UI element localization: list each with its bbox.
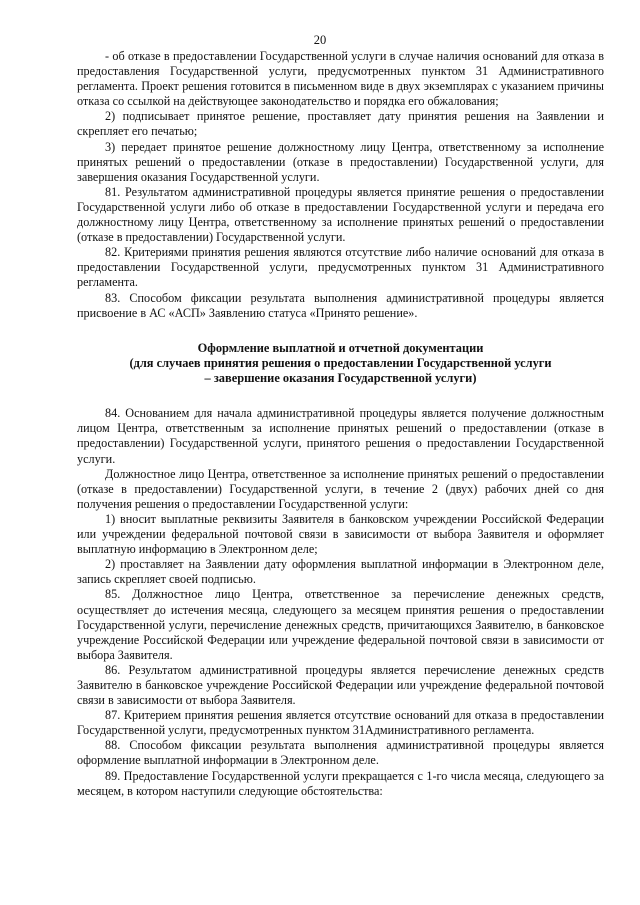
paragraph-item-2-date: 2) проставляет на Заявлении дату оформления выплатной информации в Электронном деле, запись скрепляет своей подписью. — [77, 557, 604, 587]
paragraph-item-3: 3) передает принятое решение должностному лицу Центра, ответственному за исполнение принятых решений о предоставлении (отказе в предоставлении) Государственной услуги, для завершения оказания Государственной услуги. — [77, 139, 604, 184]
paragraph-item-2: 2) подписывает принятое решение, проставляет дату принятия решения на Заявлении и скрепляет его печатью; — [77, 109, 604, 139]
paragraph-82: 82. Критериями принятия решения являются отсутствие либо наличие оснований для отказа в предоставлении Государственной услуги, предусмотренных пунктом 31 Административного регламента. — [77, 245, 604, 290]
section-heading-line-2: (для случаев принятия решения о предоставлении Государственной услуги — [129, 355, 552, 370]
section-heading — [77, 341, 604, 387]
paragraph-87: 87. Критерием принятия решения является отсутствие оснований для отказа в предоставлении Государственной услуги, предусмотренных пунктом 31Административного регламента. — [77, 708, 604, 738]
paragraph-84: 84. Основанием для начала административной процедуры является получение должностным лицом Центра, ответственным за исполнение принятых решений о предоставлении (отказе в предоставлении) Государственной услуги, принятого решения о предоставлении Государственной услуги. — [77, 406, 604, 466]
paragraph-refusal-item: - об отказе в предоставлении Государственной услуги в случае наличия оснований для отказа в предоставления Государственной услуги, предусмотренных пунктом 31 Административного регламента. Проект решения готовится в письменном виде в двух экземплярах с указанием причины отказа со ссылкой на действующее законодательство и порядка его обжалования; — [77, 49, 604, 109]
section-heading-line-1: Оформление выплатной и отчетной документации — [197, 340, 484, 355]
section-heading-line-3: – завершение оказания Государственной услуги) — [204, 371, 477, 386]
paragraph-83: 83. Способом фиксации результата выполнения административной процедуры является присвоение в АС «АСП» Заявлению статуса «Принято решение». — [77, 290, 604, 320]
document-body — [77, 49, 604, 799]
paragraph-88: 88. Способом фиксации результата выполнения административной процедуры является оформление выплатной информации в Электронном деле. — [77, 738, 604, 768]
paragraph-item-1-details: 1) вносит выплатные реквизиты Заявителя в банковском учреждении Российской Федерации или учреждении федеральной почтовой связи в зависимости от выбора Заявителя и оформляет выплатную информацию в Электронном деле; — [77, 511, 604, 557]
paragraph-responsible-officer: Должностное лицо Центра, ответственное за исполнение принятых решений о предоставлении (отказе в предоставлении) Государственной услуги, в течение 2 (двух) рабочих дней со дня получения решения о предоставлении Государственной услуги: — [77, 466, 604, 511]
paragraph-85: 85. Должностное лицо Центра, ответственное за перечисление денежных средств, осуществляет до истечения месяца, следующего за месяцем принятия решения о предоставлении Государственной услуги, перечисление денежных средств, причитающихся Заявителю, в банковское учреждение Российской Федерации или учреждение федеральной почтовой связи в зависимости от выбора Заявителя. — [77, 587, 604, 662]
paragraph-81: 81. Результатом административной процедуры является принятие решения о предоставлении Государственной услуги либо об отказе в предоставлении Государственной услуги и передача его должностному лицу Центра, ответственному за исполнение принятых решений о предоставлении (отказе в предоставлении) Государственной услуги. — [77, 184, 604, 245]
paragraph-86: 86. Результатом административной процедуры является перечисление денежных средств Заявителю в банковское учреждение Российской Федерации или учреждение федеральной почтовой связи в зависимости от выбора Заявителя. — [77, 662, 604, 708]
paragraph-89: 89. Предоставление Государственной услуги прекращается с 1-го числа месяца, следующего за месяцем, в котором наступили следующие обстоятельства: — [77, 768, 604, 798]
page-number: 20 — [313, 33, 327, 47]
